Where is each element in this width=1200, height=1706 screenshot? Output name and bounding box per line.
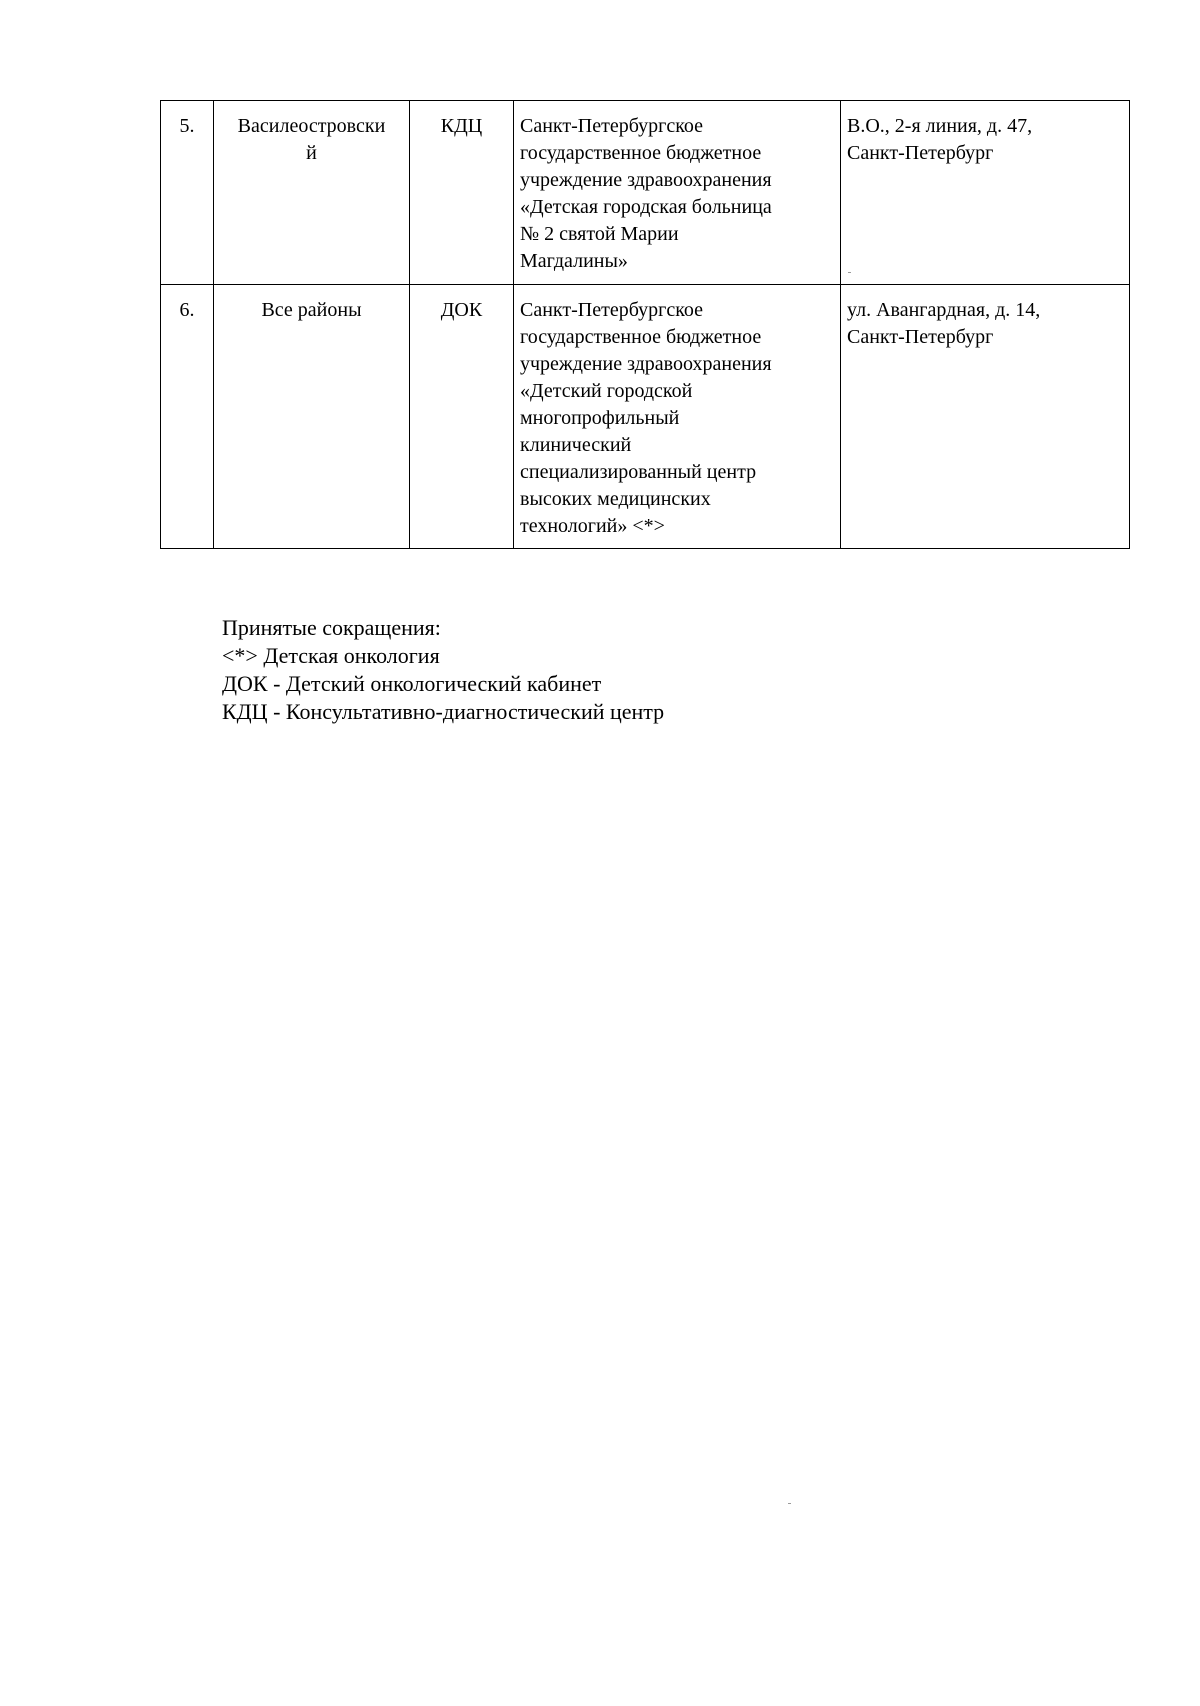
- address-cell: [841, 285, 1130, 549]
- row-number: 5.: [179, 115, 195, 137]
- type-cell: [410, 285, 514, 549]
- organization-cell: [514, 101, 841, 285]
- organization-address: ул. Авангардная, д. 14, Санкт-Петербург: [847, 299, 1041, 348]
- scan-speck: [848, 272, 851, 273]
- organization-cell: [514, 285, 841, 549]
- organization-name: Санкт-Петербургское государственное бюджетное учреждение здравоохранения «Детский городской многопрофильный клинический специализированный центр высоких медицинских технологий» <*>: [520, 299, 772, 537]
- institutions-table: [160, 100, 1130, 549]
- abbreviations-heading: Принятые сокращения:: [222, 615, 441, 640]
- address-cell: [841, 101, 1130, 285]
- scan-speck: [788, 1503, 791, 1504]
- table-row: [161, 285, 1130, 549]
- abbreviation-item: КДЦ - Консультативно-диагностический центр: [222, 699, 665, 724]
- district-name: Василеостровски й: [237, 115, 386, 164]
- organization-name: Санкт-Петербургское государственное бюджетное учреждение здравоохранения «Детская городская больница № 2 святой Марии Магдалины»: [520, 115, 772, 272]
- row-number-cell: [161, 285, 214, 549]
- row-number-cell: [161, 101, 214, 285]
- abbreviation-item: <*> Детская онкология: [222, 643, 440, 668]
- row-number: 6.: [179, 299, 195, 321]
- abbreviation-item: ДОК - Детский онкологический кабинет: [222, 671, 602, 696]
- district-name: Все районы: [261, 299, 362, 321]
- type-cell: [410, 101, 514, 285]
- district-cell: [214, 285, 410, 549]
- district-cell: [214, 101, 410, 285]
- institution-type: ДОК: [440, 299, 483, 321]
- table-row: [161, 101, 1130, 285]
- institution-type: КДЦ: [440, 115, 483, 137]
- abbreviations-section: [222, 614, 664, 726]
- organization-address: В.О., 2-я линия, д. 47, Санкт-Петербург: [847, 115, 1033, 164]
